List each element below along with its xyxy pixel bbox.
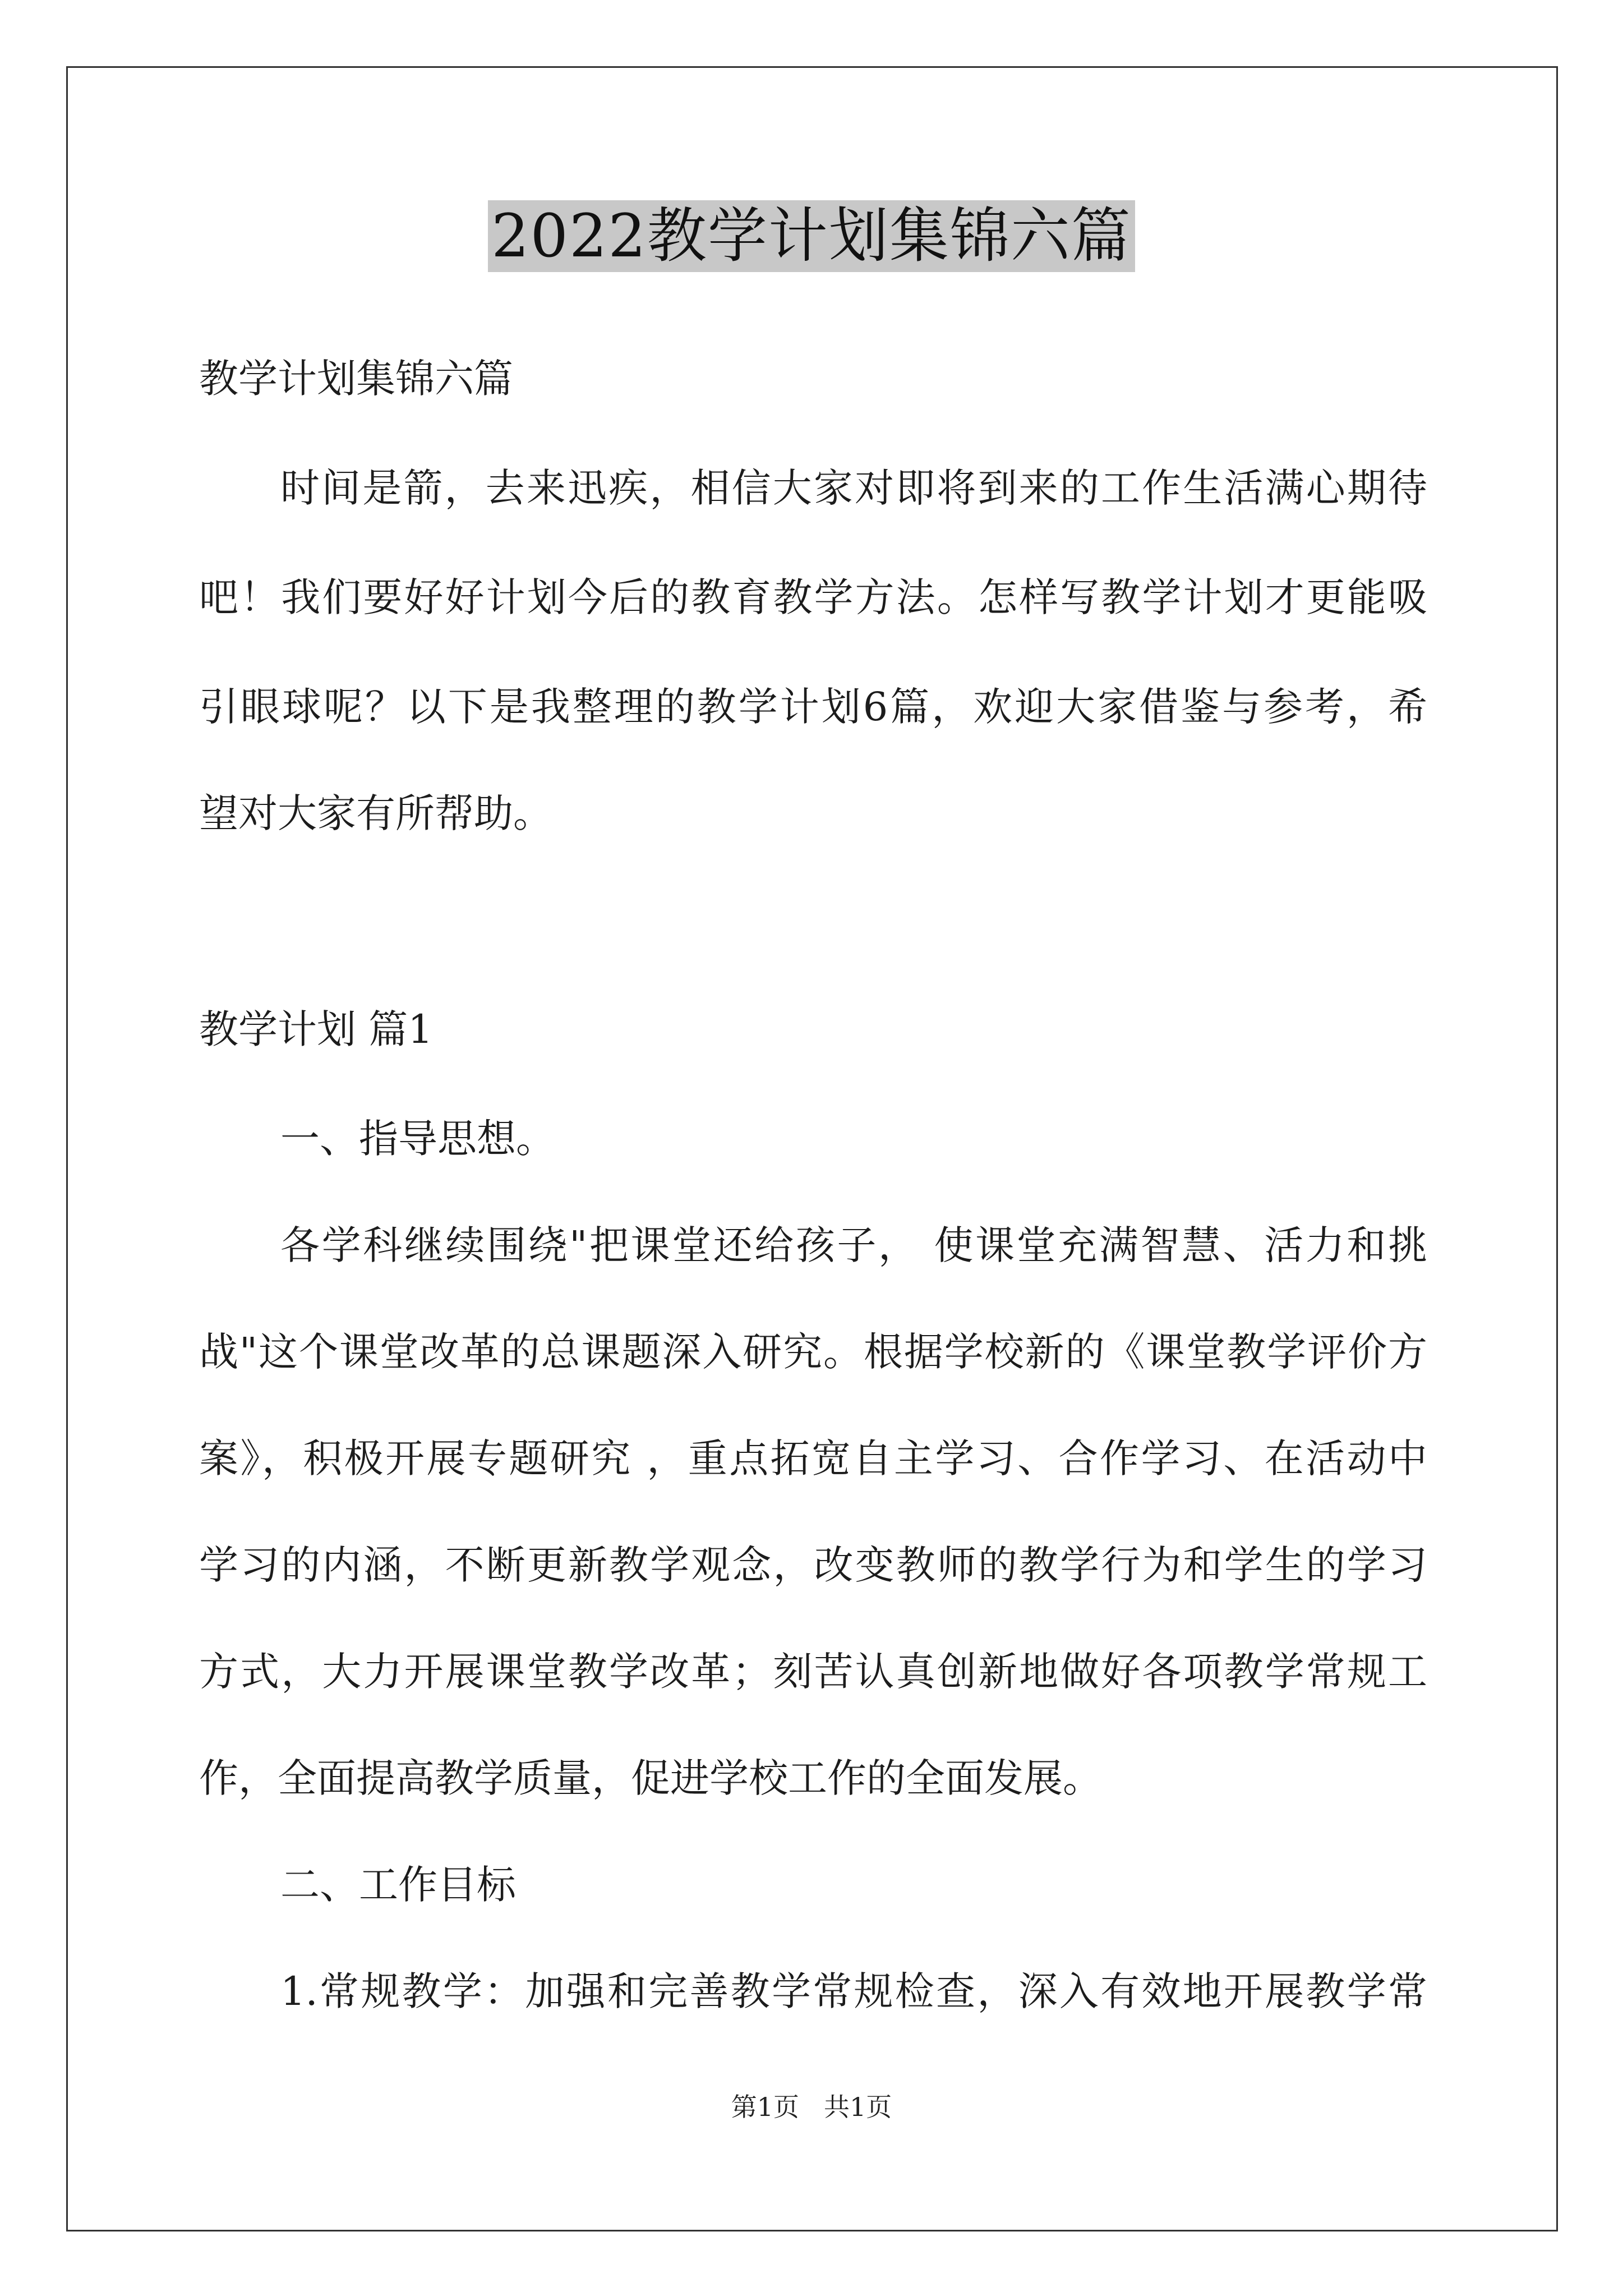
goals-paragraph-line-1: 1.常规教学：加强和完善教学常规检查，深入有效地开展教学常: [280, 1968, 1427, 2014]
intro-paragraph-line-4: 望对大家有所帮助。: [199, 790, 552, 836]
body-paragraph-line-2: 战"这个课堂改革的总课题深入研究。根据学校新的《课堂教学评价方: [199, 1329, 1427, 1375]
title-container: [0, 200, 1623, 272]
subheading-guiding-ideology: 一、指导思想。: [280, 1116, 555, 1162]
body-paragraph-line-5: 方式，大力开展课堂教学改革；刻苦认真创新地做好各项教学常规工: [199, 1649, 1427, 1695]
section-heading: 教学计划 篇1: [199, 1006, 433, 1052]
subtitle-line: 教学计划集锦六篇: [199, 356, 513, 402]
subheading-work-goals: 二、工作目标: [280, 1862, 516, 1908]
body-paragraph-line-4: 学习的内涵，不断更新教学观念，改变教师的教学行为和学生的学习: [199, 1542, 1427, 1588]
body-paragraph-line-1: 各学科继续围绕"把课堂还给孩子， 使课堂充满智慧、活力和挑: [280, 1222, 1427, 1268]
page-number-current: 第1页: [731, 2092, 799, 2122]
page-footer: [0, 2091, 1623, 2123]
intro-paragraph-line-3: 引眼球呢？以下是我整理的教学计划6篇，欢迎大家借鉴与参考，希: [199, 684, 1427, 730]
document-title: 2022教学计划集锦六篇: [488, 200, 1135, 272]
intro-paragraph-line-1: 时间是箭，去来迅疾，相信大家对即将到来的工作生活满心期待: [280, 465, 1427, 511]
body-paragraph-line-3: 案》，积极开展专题研究 ，重点拓宽自主学习、合作学习、在活动中: [199, 1435, 1427, 1481]
page-number-total: 共1页: [824, 2092, 892, 2122]
intro-paragraph-line-2: 吧！我们要好好计划今后的教育教学方法。怎样写教学计划才更能吸: [199, 574, 1427, 620]
body-paragraph-line-6: 作，全面提高教学质量，促进学校工作的全面发展。: [199, 1755, 1102, 1801]
